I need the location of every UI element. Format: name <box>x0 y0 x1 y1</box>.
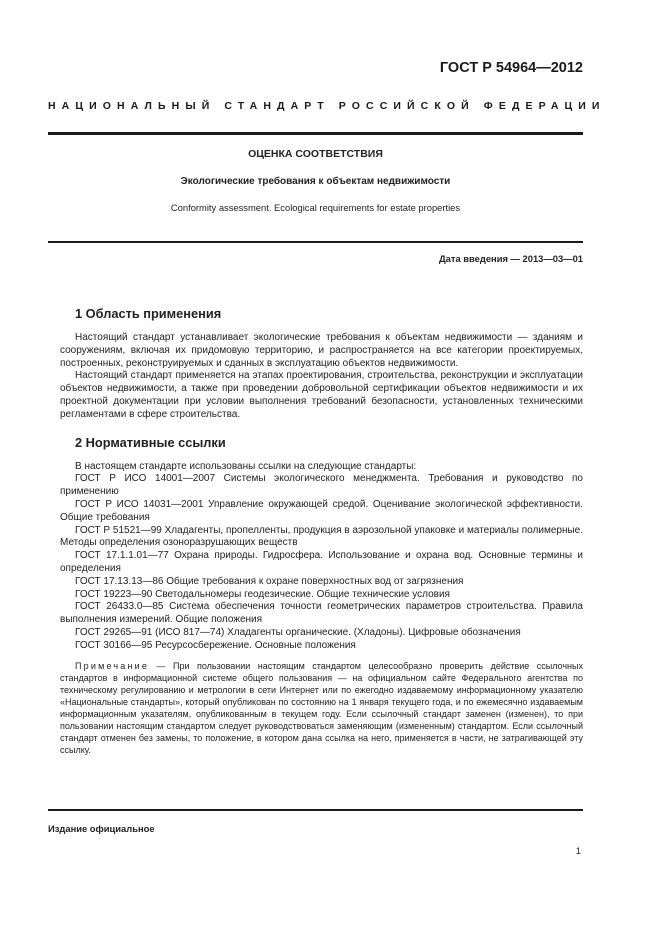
reference-item: ГОСТ 19223—90 Светодальномеры геодезические. Общие технические условия <box>75 588 450 600</box>
document-body <box>60 306 583 756</box>
reference-item: ГОСТ 30166—95 Ресурсосбережение. Основные положения <box>75 639 356 651</box>
title-divider <box>48 241 583 243</box>
reference-item: ГОСТ 17.1.1.01—77 Охрана природы. Гидросфера. Использование и охрана вод. Основные термины и определения <box>60 550 583 574</box>
header-divider <box>48 132 583 135</box>
section-heading-references: 2 Нормативные ссылки <box>75 434 226 450</box>
reference-item: ГОСТ Р ИСО 14001—2007 Системы экологического менеджмента. Требования и руководство по применению <box>60 473 583 498</box>
paragraph: Настоящий стандарт применяется на этапах проектирования, строительства, реконструкции и эксплуатации объектов недвижимости, а также при проведении добровольной сертификации объектов недвижимости и их проектной документации при условии выполнения требований безопасности, установленных техническими регламентами в сфере строительства. <box>60 370 583 420</box>
reference-item: ГОСТ Р 51521—99 Хладагенты, пропелленты, продукция в аэрозольной упаковке и материалы полимерные. Методы определения озоноразрушающих веществ <box>60 524 583 549</box>
page-number: 1 <box>575 845 581 856</box>
references-intro: В настоящем стандарте использованы ссылки на следующие стандарты: <box>75 460 417 472</box>
reference-item: ГОСТ 26433.0—85 Система обеспечения точности геометрических параметров строительства. Правила выполнения измерений. Общие положения <box>60 601 583 626</box>
document-title: ОЦЕНКА СООТВЕТСТВИЯ <box>248 148 383 160</box>
reference-item: ГОСТ Р ИСО 14031—2001 Управление окружающей средой. Оценивание экологической эффективности. Общие требования <box>60 498 583 523</box>
document-subtitle: Экологические требования к объектам недвижимости <box>180 176 451 187</box>
reference-item: ГОСТ 17.13.13—86 Общие требования к охране поверхностных вод от загрязнения <box>75 575 464 587</box>
footer-divider <box>48 809 583 811</box>
national-standard-banner: НАЦИОНАЛЬНЫЙ СТАНДАРТ РОССИЙСКОЙ ФЕДЕРАЦИИ <box>48 100 606 112</box>
introduction-date: Дата введения — 2013—03—01 <box>438 253 583 264</box>
section-heading-scope: 1 Область применения <box>75 306 222 321</box>
note-label: Примечание <box>75 660 150 671</box>
reference-item: ГОСТ 29265—91 (ИСО 817—74) Хладагенты органические. (Хладоны). Цифровые обозначения <box>75 626 521 638</box>
note-text: — При пользовании настоящим стандартом целесообразно проверить действие ссылочных стандартов в информационной системе общего пользования — на официальном сайте Федерального агентства по техническому регулированию и метрологии в сети Интернет или по ежегодно издаваемому информационному указателю «Национальные стандарты», который опубликован по состоянию на 1 января текущего года, и по ежемесячно издаваемым информационным указателям, опубликованным в текущем году. Если ссылочный стандарт заменен (изменен), то при пользовании настоящим стандартом следует руководствоваться заменяющим (измененным) стандартом. Если ссылочный стандарт отменен без замены, то положение, в котором дана ссылка на него, применяется в части, не затрагивающей эту ссылку. <box>60 660 583 755</box>
document-title-english: Conformity assessment. Ecological requirements for estate properties <box>170 202 461 213</box>
paragraph: Настоящий стандарт устанавливает экологические требования к объектам недвижимости — зданиям и сооружениям, включая их придомовую территорию, и распространяется на все категории проектируемых, построенных, реконструируемых и сданных в эксплуатацию объектов недвижимости. <box>60 332 583 369</box>
official-edition-label: Издание официальное <box>48 823 155 834</box>
note <box>60 660 583 756</box>
standard-number: ГОСТ Р 54964—2012 <box>439 60 583 76</box>
